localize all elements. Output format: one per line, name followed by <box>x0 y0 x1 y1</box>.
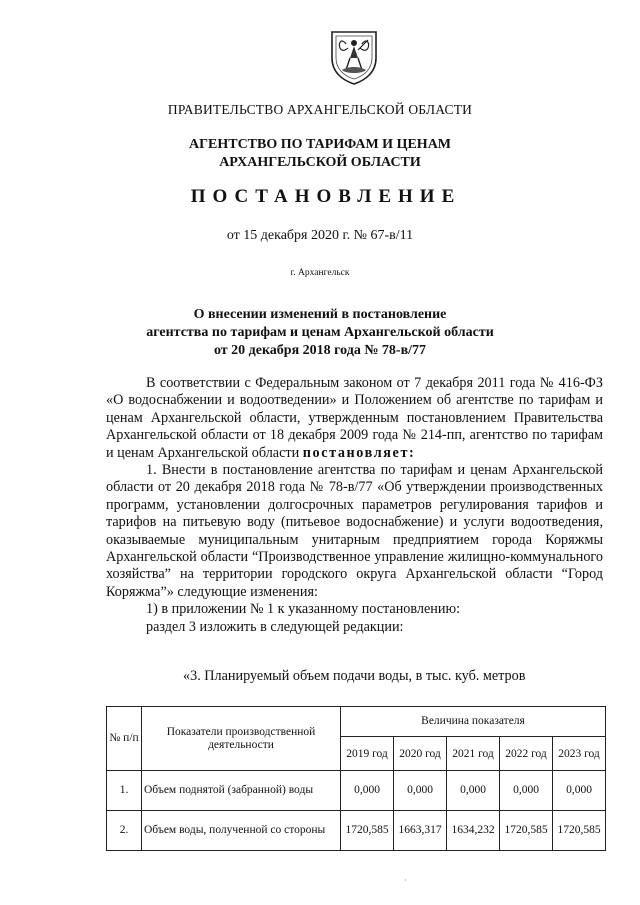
document-body <box>106 375 603 636</box>
preamble-paragraph <box>106 375 603 462</box>
row-value: 0,000 <box>500 771 553 811</box>
row-value: 1720,585 <box>500 811 553 851</box>
subject-line2: агентства по тарифам и ценам Архангельской области <box>146 325 494 340</box>
table-row <box>107 771 606 811</box>
table-header-row <box>107 707 606 737</box>
col-header-name: Показатели производственной деятельности <box>142 707 341 771</box>
government-name: ПРАВИТЕЛЬСТВО АРХАНГЕЛЬСКОЙ ОБЛАСТИ <box>167 102 473 117</box>
row-num: 2. <box>107 811 142 851</box>
col-header-year: 2023 год <box>553 737 606 771</box>
row-name: Объем воды, полученной со стороны <box>142 811 341 851</box>
row-value: 0,000 <box>447 771 500 811</box>
subject-line3: от 20 декабря 2018 года № 78-в/77 <box>213 343 427 358</box>
coat-of-arms-icon <box>328 28 380 86</box>
row-value: 0,000 <box>341 771 394 811</box>
document-city: г. Архангельск <box>290 268 350 278</box>
water-volume-table <box>106 706 606 851</box>
agency-name <box>0 136 640 172</box>
section-title: «3. Планируемый объем подачи воды, в тыс. куб. метров <box>183 668 526 684</box>
row-value: 1663,317 <box>394 811 447 851</box>
scan-dot: · <box>404 876 407 885</box>
row-value: 0,000 <box>553 771 606 811</box>
row-value: 1720,585 <box>553 811 606 851</box>
col-header-year: 2020 год <box>394 737 447 771</box>
row-name: Объем поднятой (забранной) воды <box>142 771 341 811</box>
item-1-1-sub-paragraph: раздел 3 изложить в следующей редакции: <box>146 618 404 635</box>
document-subject <box>0 306 640 360</box>
row-num: 1. <box>107 771 142 811</box>
row-value: 1634,232 <box>447 811 500 851</box>
agency-name-line2: АРХАНГЕЛЬСКОЙ ОБЛАСТИ <box>219 155 421 170</box>
col-header-year: 2022 год <box>500 737 553 771</box>
document-type-title: ПОСТАНОВЛЕНИЕ <box>190 186 462 207</box>
col-header-group: Величина показателя <box>341 707 606 737</box>
agency-name-line1: АГЕНТСТВО ПО ТАРИФАМ И ЦЕНАМ <box>188 137 452 152</box>
document-date-number: от 15 декабря 2020 г. № 67-в/11 <box>226 228 414 243</box>
decree-word: постановляет: <box>302 444 416 461</box>
col-header-year: 2019 год <box>341 737 394 771</box>
subject-line1: О внесении изменений в постановление <box>193 307 447 322</box>
col-header-num: № п/п <box>107 707 142 771</box>
row-value: 1720,585 <box>341 811 394 851</box>
row-value: 0,000 <box>394 771 447 811</box>
table-row <box>107 811 606 851</box>
col-header-year: 2021 год <box>447 737 500 771</box>
item-1-paragraph: 1. Внести в постановление агентства по тарифам и ценам Архангельской области от 20 декабря 2018 года № 78-в/77 «Об утверждении производственных программ, установлении долгосрочных параметров регулирования тарифов и тарифов на питьевую воду (питьевое водоснабжение) и услуги водоотведения, оказываемые муниципальным унитарным предприятием города Коряжмы Архангельской области “Производственное управление жилищно-коммунального хозяйства” на территории городского округа Архангельской области “Город Коряжма”» следующие изменения: <box>106 462 603 600</box>
preamble-text: В соответствии с Федеральным законом от 7 декабря 2011 года № 416-ФЗ «О водоснабжении и водоотведении» и Положением об агентстве по тарифам и ценам Архангельской области, утвержденным постановлением Правительства Архангельской области от 18 декабря 2009 года № 214-пп, агентство по тарифам и ценам Архангельской области <box>106 375 603 461</box>
item-1-1-paragraph: 1) в приложении № 1 к указанному постановлению: <box>146 601 461 618</box>
